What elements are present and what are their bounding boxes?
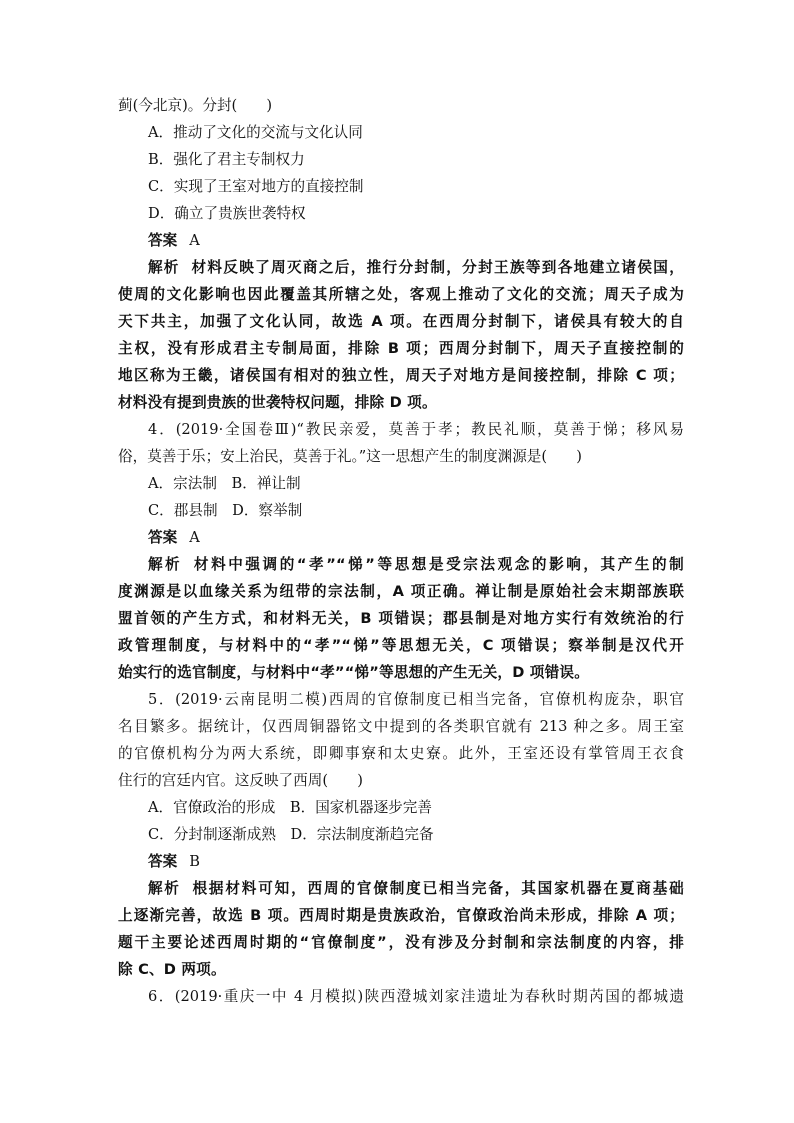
q5-analysis-line: 上逐渐完善，故选 B 项。西周时期是贵族政治，官僚政治尚未形成，排除 A 项； xyxy=(118,907,684,924)
q5-stem-line: 住行的宫廷内官。这反映了西周( ) xyxy=(118,772,363,789)
q4-options-row: A．宗法制 B．禅让制 xyxy=(148,475,301,492)
q4-stem-line: 4．(2019·全国卷Ⅲ)“教民亲爱，莫善于孝；教民礼顺，莫善于悌；移风易 xyxy=(148,421,684,438)
q5-analysis-line: 除 C、D 两项。 xyxy=(118,961,226,978)
q5-stem-line: 的官僚机构分为两大系统，即卿事寮和太史寮。此外，王室还设有掌管周王衣食 xyxy=(118,745,684,762)
q3-analysis-line: 地区称为王畿，诸侯国有相对的独立性，周天子对地方是间接控制，排除 C 项； xyxy=(118,367,684,384)
q4-analysis-line: 度渊源是以血缘关系为纽带的宗法制，A 项正确。禅让制是原始社会末期部族联 xyxy=(118,583,684,600)
answer-label: 答案 xyxy=(148,232,178,249)
analysis-text: 材料反映了周灭商之后，推行分封制，分封王族等到各地建立诸侯国， xyxy=(191,259,684,276)
analysis-text: 根据材料可知，西周的官僚制度已相当完备，其国家机器在夏商基础 xyxy=(192,880,684,897)
q4-analysis-line: 政管理制度，与材料中的“孝”“悌”等思想无关，C 项错误；察举制是汉代开 xyxy=(118,637,684,654)
q5-options-row: A．官僚政治的形成 B．国家机器逐步完善 xyxy=(148,799,432,816)
analysis-label: 解析 xyxy=(148,556,182,573)
q5-analysis-line xyxy=(118,875,684,902)
q3-analysis-line: 材料没有提到贵族的世袭特权问题，排除 D 项。 xyxy=(118,394,437,411)
q5-stem-line: 5．(2019·云南昆明二模)西周的官僚制度已相当完备，官僚机构庞杂，职官 xyxy=(148,691,684,708)
q3-option-a: A．推动了文化的交流与文化认同 xyxy=(148,124,363,141)
q4-analysis-line xyxy=(118,551,684,578)
q6-stem-line: 6．(2019·重庆一中 4 月模拟)陕西澄城刘家洼遗址为春秋时期芮国的都城遗 xyxy=(148,988,684,1005)
answer-value: A xyxy=(189,232,200,249)
q3-analysis-line: 主权，没有形成君主专制局面，排除 B 项；西周分封制下，周天子直接控制的 xyxy=(118,340,684,357)
q3-option-d: D．确立了贵族世袭特权 xyxy=(148,205,306,222)
q5-analysis-line: 题干主要论述西周时期的“官僚制度”，没有涉及分封制和宗法制度的内容，排 xyxy=(118,934,684,951)
q4-answer xyxy=(118,524,684,551)
answer-label: 答案 xyxy=(148,853,178,870)
q3-stem-tail: 蓟(今北京)。分封( ) xyxy=(118,97,273,114)
q4-options-row: C．郡县制 D．察举制 xyxy=(148,502,303,519)
q4-analysis-line: 始实行的选官制度，与材料中“孝”“悌”等思想的产生无关，D 项错误。 xyxy=(118,664,589,681)
q4-analysis-line: 盟首领的产生方式，和材料无关，B 项错误；郡县制是对地方实行有效统治的行 xyxy=(118,610,684,627)
q3-answer xyxy=(118,227,684,254)
answer-value: A xyxy=(189,529,200,546)
q5-answer xyxy=(118,848,684,875)
analysis-label: 解析 xyxy=(148,259,180,276)
q3-analysis-line: 天下共主，加强了文化认同，故选 A 项。在西周分封制下，诸侯具有较大的自 xyxy=(118,313,684,330)
analysis-text: 材料中强调的“孝”“悌”等思想是受宗法观念的影响，其产生的制 xyxy=(193,556,684,573)
q5-stem-line: 名目繁多。据统计，仅西周铜器铭文中提到的各类职官就有 213 种之多。周王室 xyxy=(118,718,684,735)
q4-stem-line: 俗，莫善于乐；安上治民，莫善于礼。”这一思想产生的制度渊源是( ) xyxy=(118,448,582,465)
q3-analysis-line xyxy=(118,254,684,281)
q3-option-b: B．强化了君主专制权力 xyxy=(148,151,305,168)
document-page xyxy=(118,92,684,1010)
q5-options-row: C．分封制逐渐成熟 D．宗法制度渐趋完备 xyxy=(148,826,434,843)
q3-analysis-line: 使周的文化影响也因此覆盖其所辖之处，客观上推动了文化的交流；周天子成为 xyxy=(118,286,684,303)
answer-value: B xyxy=(189,853,200,870)
q3-option-c: C．实现了王室对地方的直接控制 xyxy=(148,178,364,195)
answer-label: 答案 xyxy=(148,529,178,546)
analysis-label: 解析 xyxy=(148,880,181,897)
